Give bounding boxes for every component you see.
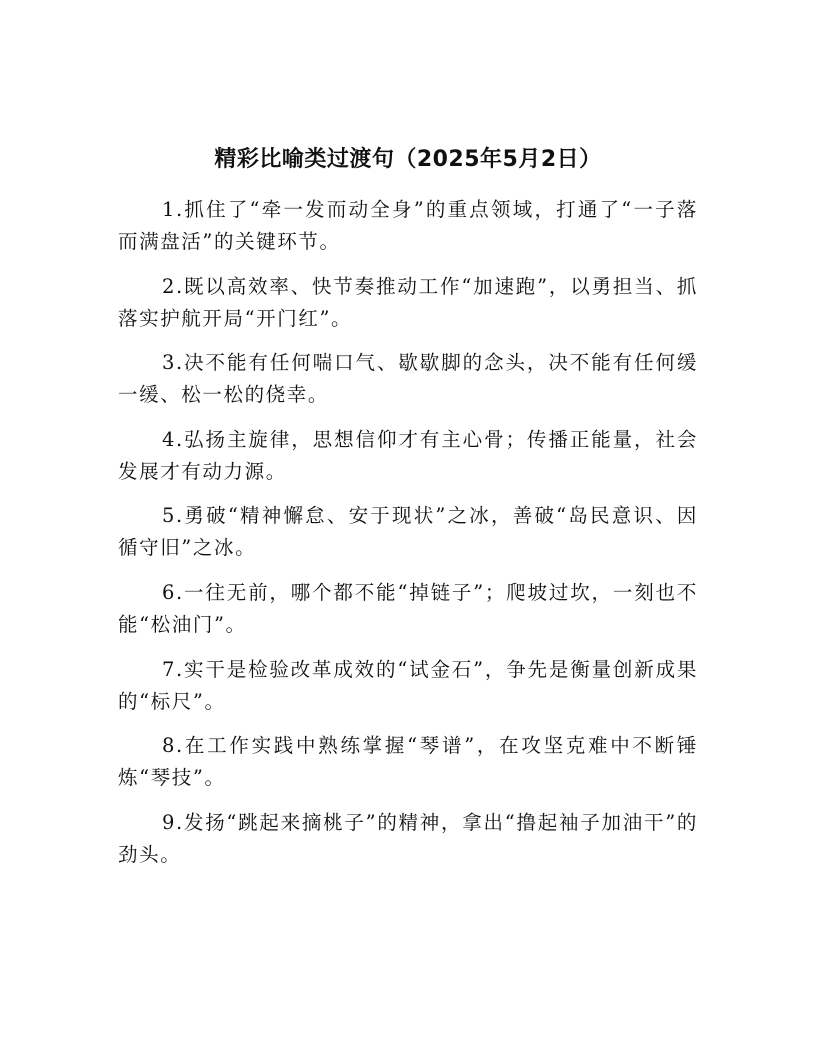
- paragraph-5: 5.勇破“精神懈怠、安于现状”之冰，善破“岛民意识、因循守旧”之冰。: [118, 504, 698, 560]
- paragraph-7: 7.实干是检验改革成效的“试金石”，争先是衡量创新成果的“标尺”。: [118, 657, 698, 713]
- paragraph-8: 8.在工作实践中熟练掌握“琴谱”，在攻坚克难中不断锤炼“琴技”。: [118, 734, 698, 790]
- paragraph-6: 6.一往无前，哪个都不能“掉链子”；爬坡过坎，一刻也不能“松油门”。: [118, 580, 698, 636]
- paragraph-1: 1.抓住了“牵一发而动全身”的重点领域，打通了“一子落而满盘活”的关键环节。: [118, 198, 698, 253]
- paragraph-3: 3.决不能有任何喘口气、歇歇脚的念头，决不能有任何缓一缓、松一松的侥幸。: [118, 351, 698, 407]
- paragraph-9: 9.发扬“跳起来摘桃子”的精神，拿出“撸起袖子加油干”的劲头。: [118, 810, 698, 866]
- paragraph-4: 4.弘扬主旋律，思想信仰才有主心骨；传播正能量，社会发展才有动力源。: [118, 427, 698, 483]
- document-title: 精彩比喻类过渡句（2025年5月2日）: [214, 147, 602, 172]
- paragraph-2: 2.既以高效率、快节奏推动工作“加速跑”，以勇担当、抓落实护航开局“开门红”。: [118, 274, 698, 330]
- document-body: [118, 194, 698, 883]
